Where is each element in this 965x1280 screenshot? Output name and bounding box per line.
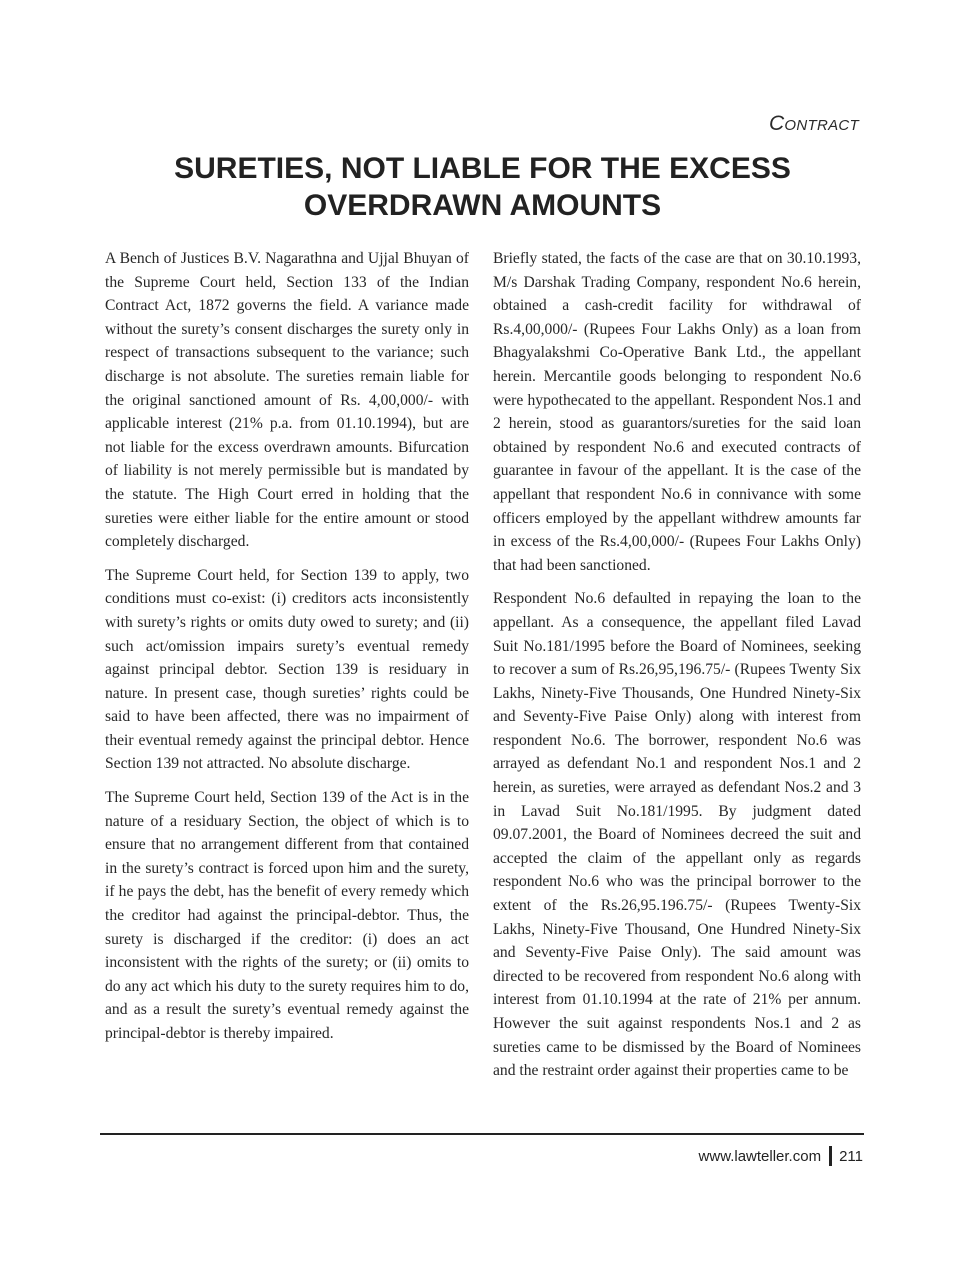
right-paragraph-2: Respondent No.6 defaulted in repaying the loan to the appellant. As a consequence, the appellant filed Lavad Suit No.181/1995 before the Board of Nominees, seeking to recover a sum of Rs.26,95,196.75/- (Rupees Twenty Six Lakhs, Ninety-Five Thousands, One Hundred Ninety-Six and Seventy-Five Paise Only) along with interest from respondent No.6. The borrower, respondent No.6 was arrayed as defendant No.1 and respondent Nos.1 and 2 herein, as sureties, were arrayed as defendant Nos.2 and 3 in Lavad Suit No.181/1995. By judgment dated 09.07.2001, the Board of Nominees decreed the suit and accepted the claim of the appellant only as regards respondent No.6 who was the principal borrower to the extent of the Rs.26,95.196.75/- (Rupees Twenty-Six Lakhs, Ninety-Five Thousand, One Hundred Ninety-Six and Seventy-Five Paise Only). The said amount was directed to be recovered from respondent No.6 along with interest from 01.10.1994 at the rate of 21% per annum. However the suit against respondents Nos.1 and 2 as sureties came to be dismissed by the Board of Nominees and the restraint order against their properties came to be — [493, 590, 861, 1080]
left-paragraph-3: The Supreme Court held, Section 139 of the Act is in the nature of a residuary Section, the object of which is to ensure that no arrangement different from that contained in the surety’s contract is forced upon him and the surety, if he pays the debt, has the benefit of every remedy which the creditor had against the principal-debtor. Thus, the surety is discharged if the creditor: (i) does an act inconsistent with the rights of the surety; or (ii) omits to do any act which his duty to the surety requires him to do, and as a result the surety’s eventual remedy against the principal-debtor is thereby impaired. — [105, 789, 469, 1042]
right-column — [493, 247, 861, 1093]
page-footer — [699, 1146, 863, 1166]
footer-divider — [829, 1146, 832, 1166]
right-paragraph-1: Briefly stated, the facts of the case are that on 30.10.1993, M/s Darshak Trading Company, respondent No.6 herein, obtained a cash-credit facility for withdrawal of Rs.4,00,000/- (Rupees Four Lakhs Only) as a loan from Bhagyalakshmi Co-Operative Bank Ltd., the appellant herein. Mercantile goods belonging to respondent No.6 were hypothecated to the appellant. Respondent Nos.1 and 2 herein, stood as guarantors/sureties for the said loan obtained by respondent No.6 and executed contracts of guarantee in favour of the appellant. It is the case of the appellant that respondent No.6 in connivance with some officers employed by the appellant withdrew amounts far in excess of the Rs.4,00,000/- (Rupees Four Lakhs Only) that had been sanctioned. — [493, 250, 861, 574]
website-link[interactable]: www.lawteller.com — [698, 1147, 822, 1165]
footer-rule — [100, 1133, 864, 1135]
left-paragraph-1: A Bench of Justices B.V. Nagarathna and Ujjal Bhuyan of the Supreme Court held, Section 133 of the Indian Contract Act, 1872 governs the field. A variance made without the surety’s consent discharges the surety only in respect of transactions subsequent to the variance; such discharge is not absolute. The sureties remain liable for the original sanctioned amount of Rs. 4,00,000/- with applicable interest (21% p.a. from 01.10.1994), but are not liable for the excess overdrawn amounts. Bifurcation of liability is not merely permissible but is mandated by the statute. The High Court erred in holding that the sureties were either liable for the entire amount or stood completely discharged. — [105, 250, 469, 551]
left-column — [105, 247, 469, 1056]
article-title: SURETIES, NOT LIABLE FOR THE EXCESS OVERDRAWN AMOUNTS — [174, 152, 791, 222]
page-number: 211 — [839, 1147, 863, 1165]
left-paragraph-2: The Supreme Court held, for Section 139 to apply, two conditions must co-exist: (i) creditors acts inconsistently with surety’s rights or omits duty owed to surety; and (ii) such act/omission impairs surety’s eventual remedy against principal debtor. Section 139 is residuary in nature. In present case, though sureties’ rights could be said to have been affected, there was no impairment of their eventual remedy against the principal debtor. Hence Section 139 not attracted. No absolute discharge. — [105, 566, 469, 773]
section-label: Contract — [768, 112, 859, 135]
